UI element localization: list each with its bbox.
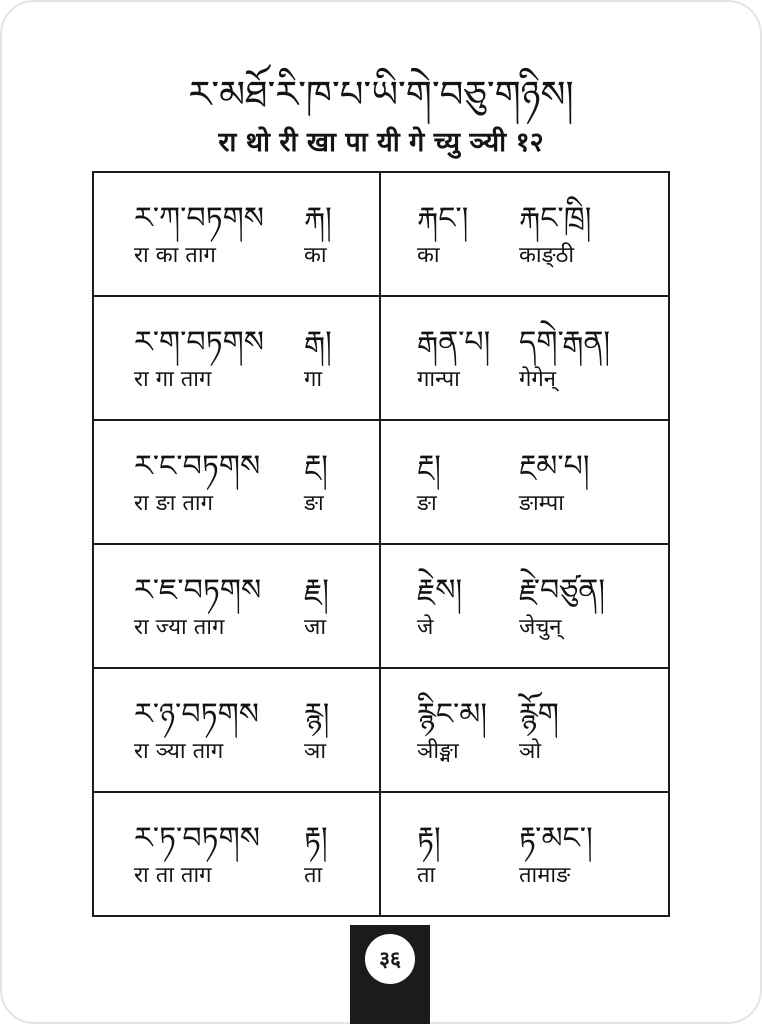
page-title-tibetan: ར་མཐོ་རི་ཁ་པ་ཡི་གེ་བཅུ་གཉིས། — [188, 73, 574, 116]
combination-block — [134, 323, 302, 394]
result-letter-block — [304, 323, 332, 394]
combination-cell — [94, 297, 379, 419]
result-letter-block — [304, 819, 328, 890]
result-devanagari: जा — [304, 615, 327, 641]
result-letter-block — [304, 571, 329, 642]
example-2-tibetan: རྗེ་བཙུན། — [519, 572, 605, 608]
example-2-devanagari: काङ्ठी — [519, 243, 575, 269]
page-number: ३६ — [379, 947, 401, 971]
result-devanagari: का — [304, 243, 327, 269]
example-2-devanagari: तामाङ — [519, 863, 571, 889]
examples-cell — [379, 669, 664, 791]
result-tibetan: རྙ། — [304, 696, 330, 732]
result-tibetan: རྔ། — [304, 448, 328, 484]
page-subtitle-devanagari: रा थो री खा पा यी गे च्यु ञ्यी १२ — [218, 127, 544, 159]
combination-block — [134, 199, 302, 270]
combination-block — [134, 695, 302, 766]
examples-cell — [379, 297, 664, 419]
combination-block — [134, 447, 302, 518]
combination-tibetan: ར་ཏ་བཏགས — [134, 820, 260, 856]
example-1-tibetan: རྟ། — [417, 820, 441, 856]
combination-devanagari: रा गा ताग — [134, 367, 212, 393]
combination-tibetan: ར་ཉ་བཏགས — [134, 696, 259, 732]
page-number-circle — [365, 934, 415, 984]
letters-table-body — [94, 173, 668, 915]
example-1-devanagari: का — [417, 243, 440, 269]
example-1-devanagari: जे — [417, 615, 434, 641]
combination-block — [134, 571, 302, 642]
result-devanagari: गा — [304, 367, 323, 393]
example-word-2 — [519, 819, 593, 890]
example-word-2 — [519, 447, 590, 518]
letters-table — [92, 171, 670, 917]
combination-block — [134, 819, 302, 890]
result-devanagari: ङा — [304, 491, 324, 517]
combination-devanagari: रा ङा ताग — [134, 491, 214, 517]
example-word-1 — [417, 571, 517, 642]
example-word-2 — [519, 695, 559, 766]
table-row — [94, 173, 668, 297]
example-word-1 — [417, 447, 517, 518]
combination-tibetan: ར་ཀ་བཏགས — [134, 200, 265, 236]
example-word-2 — [519, 323, 610, 394]
example-1-devanagari: ञीङ्मा — [417, 739, 459, 765]
combination-tibetan: ར་ཇ་བཏགས — [134, 572, 262, 608]
example-1-tibetan: རྗེས། — [417, 572, 463, 608]
result-devanagari: ञा — [304, 739, 327, 765]
example-2-tibetan: རྔམ་པ། — [519, 448, 590, 484]
result-letter-block — [304, 447, 328, 518]
table-row — [94, 545, 668, 669]
page-header — [0, 0, 762, 159]
result-tibetan: རྗ། — [304, 572, 329, 608]
example-1-tibetan: རྙིང་མ། — [417, 696, 488, 732]
example-2-tibetan: རྙོག — [519, 696, 559, 732]
combination-devanagari: रा ञ्या ताग — [134, 739, 224, 765]
example-word-2 — [519, 571, 605, 642]
examples-cell — [379, 793, 664, 915]
combination-tibetan: ར་ང་བཏགས — [134, 448, 261, 484]
example-2-tibetan: རྟ་མང་། — [519, 820, 593, 856]
combination-cell — [94, 173, 379, 295]
table-row — [94, 421, 668, 545]
example-2-devanagari: जेचुन् — [519, 615, 562, 641]
example-2-devanagari: ङाम्पा — [519, 491, 564, 517]
combination-devanagari: रा ज्या ताग — [134, 615, 225, 641]
example-2-tibetan: དགེ་རྒན། — [519, 324, 611, 360]
result-letter-block — [304, 199, 332, 270]
example-word-1 — [417, 819, 517, 890]
example-1-devanagari: गान्पा — [417, 367, 460, 393]
result-tibetan: རྐ། — [304, 200, 332, 236]
example-1-tibetan: རྔ། — [417, 448, 441, 484]
result-tibetan: རྟ། — [304, 820, 328, 856]
combination-cell — [94, 545, 379, 667]
table-row — [94, 793, 668, 915]
example-1-tibetan: རྐང་། — [417, 200, 469, 236]
example-1-devanagari: ता — [417, 863, 436, 889]
example-2-tibetan: རྐང་ཁྲི། — [519, 200, 592, 236]
examples-cell — [379, 421, 664, 543]
example-1-tibetan: རྒན་པ། — [417, 324, 491, 360]
page-number-tab — [350, 925, 430, 1024]
combination-cell — [94, 669, 379, 791]
combination-cell — [94, 421, 379, 543]
table-row — [94, 669, 668, 793]
combination-tibetan: ར་ག་བཏགས — [134, 324, 265, 360]
example-word-1 — [417, 199, 517, 270]
result-tibetan: རྒ། — [304, 324, 332, 360]
result-devanagari: ता — [304, 863, 323, 889]
example-1-devanagari: ङा — [417, 491, 437, 517]
table-row — [94, 297, 668, 421]
examples-cell — [379, 545, 664, 667]
combination-devanagari: रा का ताग — [134, 243, 216, 269]
examples-cell — [379, 173, 664, 295]
result-letter-block — [304, 695, 329, 766]
example-word-1 — [417, 695, 517, 766]
example-word-1 — [417, 323, 517, 394]
example-word-2 — [519, 199, 591, 270]
example-2-devanagari: गेगेन् — [519, 367, 556, 393]
example-2-devanagari: ञो — [519, 739, 542, 765]
combination-devanagari: रा ता ताग — [134, 863, 212, 889]
combination-cell — [94, 793, 379, 915]
